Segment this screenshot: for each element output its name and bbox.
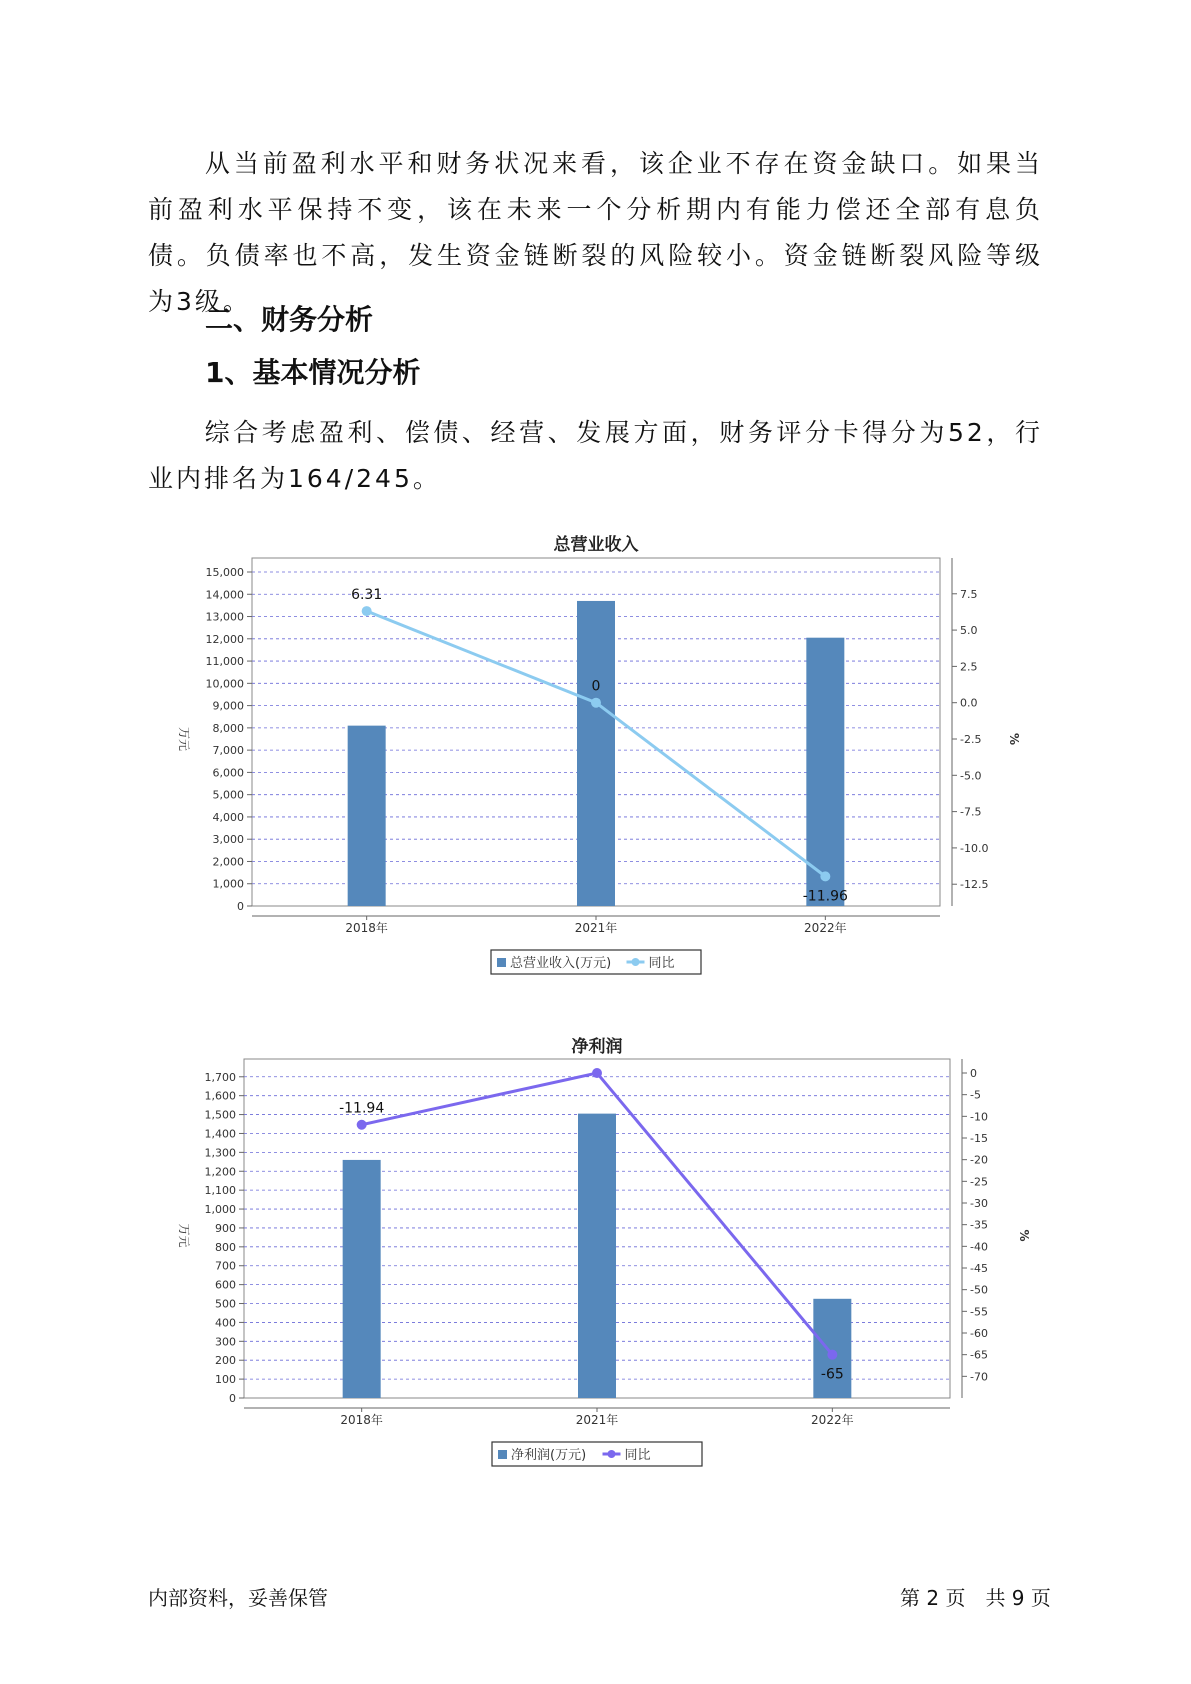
bar <box>348 726 386 906</box>
chart-revenue <box>150 520 1050 984</box>
y-left-axis-label: 万元 <box>177 1223 191 1248</box>
y-right-tick-label: -45 <box>970 1262 988 1275</box>
y-left-tick-label: 0 <box>229 1392 236 1405</box>
y-right-tick-label: -5.0 <box>960 769 982 783</box>
x-tick-label: 2022年 <box>811 1413 854 1427</box>
y-right-tick-label: -10.0 <box>960 841 989 855</box>
footer-right: 第 2 页 共 9 页 <box>900 1586 1051 1610</box>
y-left-tick-label: 1,200 <box>204 1165 236 1179</box>
data-label: -11.96 <box>802 888 848 905</box>
y-right-tick-label: 0.0 <box>960 696 978 710</box>
y-left-tick-label: 15,000 <box>205 566 244 579</box>
legend-bar-label: 总营业收入(万元) <box>510 956 612 971</box>
y-right-tick-label: -5 <box>970 1088 981 1102</box>
data-label: 0 <box>591 678 601 695</box>
y-right-tick-label: 0 <box>970 1067 977 1080</box>
y-left-tick-label: 9,000 <box>212 699 244 713</box>
y-left-tick-label: 1,000 <box>204 1203 236 1217</box>
x-tick-label: 2021年 <box>574 921 618 935</box>
paragraph-score <box>148 410 1043 502</box>
y-left-tick-label: 1,000 <box>212 877 244 891</box>
legend-line-marker <box>632 958 640 966</box>
y-left-tick-label: 2,000 <box>212 855 244 869</box>
line-point <box>357 1120 367 1130</box>
y-right-tick-label: -12.5 <box>960 878 989 892</box>
y-left-tick-label: 1,600 <box>204 1089 236 1103</box>
y-right-tick-label: -30 <box>970 1197 988 1210</box>
chart-net-profit <box>150 1020 1050 1504</box>
y-right-tick-label: -2.5 <box>960 733 982 746</box>
legend-bar-swatch <box>498 1450 507 1459</box>
y-left-tick-label: 1,300 <box>204 1146 236 1160</box>
y-left-tick-label: 5,000 <box>212 788 244 802</box>
y-right-tick-label: -50 <box>970 1283 988 1297</box>
section-heading: 二、财务分析 <box>205 303 374 336</box>
y-right-tick-label: -40 <box>970 1240 988 1254</box>
x-tick-label: 2018年 <box>340 1413 383 1427</box>
y-right-tick-label: -10 <box>970 1110 988 1124</box>
y-left-tick-label: 3,000 <box>212 833 244 847</box>
y-left-tick-label: 4,000 <box>212 810 244 824</box>
paragraph-funding-text: 从当前盈利水平和财务状况来看，该企业不存在资金缺口。如果当前盈利水平保持不变，该在未来一个分析期内有能力偿还全部有息负债。负债率也不高，发生资金链断裂的风险较小。资金链断裂风险等级为3级。 <box>148 149 1043 316</box>
y-right-tick-label: -35 <box>970 1218 988 1232</box>
y-left-tick-label: 6,000 <box>212 766 244 780</box>
paragraph-score-text: 综合考虑盈利、偿债、经营、发展方面，财务评分卡得分为52，行业内排名为164/245。 <box>148 418 1043 493</box>
y-right-tick-label: -55 <box>970 1305 988 1319</box>
y-left-axis-label: 万元 <box>177 726 191 752</box>
y-left-tick-label: 1,500 <box>204 1108 236 1122</box>
line-point <box>591 698 601 708</box>
y-right-tick-label: -60 <box>970 1327 988 1340</box>
y-left-tick-label: 1,100 <box>204 1184 236 1198</box>
y-left-tick-label: 800 <box>215 1240 236 1254</box>
y-right-axis-label: % <box>1017 1229 1031 1242</box>
legend-line-marker <box>608 1450 616 1458</box>
y-left-tick-label: 13,000 <box>205 610 244 624</box>
y-left-tick-label: 12,000 <box>205 632 244 646</box>
line-point <box>820 871 830 881</box>
y-left-tick-label: 1,400 <box>204 1127 236 1141</box>
data-label: -65 <box>820 1366 844 1383</box>
y-right-tick-label: -7.5 <box>960 805 982 819</box>
y-right-tick-label: 7.5 <box>960 587 978 601</box>
y-right-axis-label: % <box>1007 732 1021 746</box>
legend-bar-label: 净利润(万元) <box>511 1448 587 1463</box>
y-left-tick-label: 14,000 <box>205 588 244 602</box>
x-tick-label: 2018年 <box>345 921 388 935</box>
x-tick-label: 2021年 <box>575 1413 619 1427</box>
y-left-tick-label: 100 <box>215 1373 236 1387</box>
chart-revenue-svg <box>150 520 1050 980</box>
data-label: 6.31 <box>351 587 383 604</box>
footer-left: 内部资料，妥善保管 <box>148 1586 328 1610</box>
y-right-tick-label: -25 <box>970 1175 988 1189</box>
y-left-tick-label: 7,000 <box>212 744 244 758</box>
chart-net-profit-svg <box>150 1020 1050 1500</box>
legend-line-label: 同比 <box>624 1448 651 1463</box>
line-point <box>362 606 372 616</box>
legend-line-label: 同比 <box>648 956 675 971</box>
y-left-tick-label: 200 <box>215 1354 236 1368</box>
line-point <box>827 1350 837 1360</box>
line-point <box>592 1068 602 1078</box>
y-left-tick-label: 400 <box>215 1316 236 1330</box>
y-left-tick-label: 0 <box>237 900 244 913</box>
y-right-tick-label: -15 <box>970 1132 988 1145</box>
y-left-tick-label: 1,700 <box>204 1070 236 1084</box>
data-label: -11.94 <box>339 1100 385 1117</box>
y-left-tick-label: 11,000 <box>205 655 244 669</box>
y-right-tick-label: -70 <box>970 1370 988 1384</box>
bar <box>343 1160 381 1398</box>
y-right-tick-label: -65 <box>970 1348 988 1362</box>
y-left-tick-label: 10,000 <box>205 677 244 691</box>
y-left-tick-label: 8,000 <box>212 721 244 735</box>
y-right-tick-label: -20 <box>970 1153 988 1167</box>
x-tick-label: 2022年 <box>804 921 847 935</box>
y-right-tick-label: 5.0 <box>960 624 978 638</box>
y-left-tick-label: 300 <box>215 1335 236 1349</box>
y-left-tick-label: 900 <box>215 1221 236 1235</box>
legend-bar-swatch <box>497 958 506 967</box>
bar <box>813 1299 851 1398</box>
chart-title: 总营业收入 <box>553 535 639 555</box>
chart-title: 净利润 <box>571 1037 623 1057</box>
bar <box>577 601 615 906</box>
y-left-tick-label: 500 <box>215 1297 236 1311</box>
y-left-tick-label: 700 <box>215 1259 236 1273</box>
bar <box>578 1114 616 1398</box>
y-right-tick-label: 2.5 <box>960 660 978 674</box>
subsection-heading: 1、基本情况分析 <box>205 356 421 389</box>
y-left-tick-label: 600 <box>215 1278 236 1292</box>
